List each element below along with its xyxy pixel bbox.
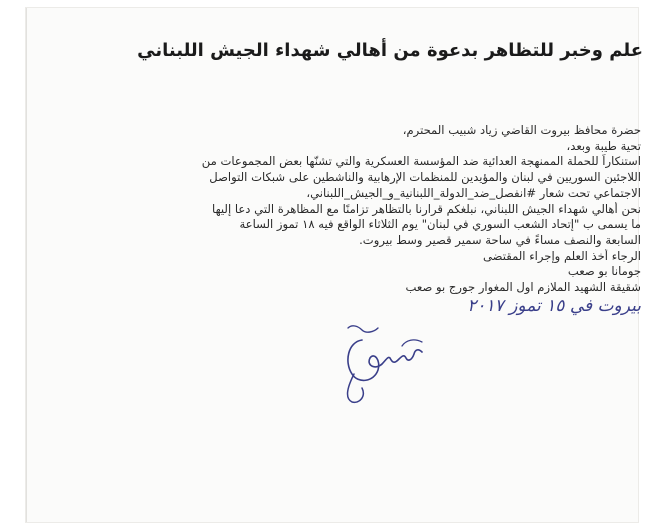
body-line: ما يسمى ب "إتحاد الشعب السوري في لبنان" يوم الثلاثاء الواقع فيه ١٨ تموز الساعة <box>239 217 641 232</box>
request-line: الرجاء أخذ العلم وإجراء المقتضى <box>482 248 641 263</box>
handwritten-signature <box>318 318 428 408</box>
greeting-line: تحية طيبة وبعد، <box>566 138 641 153</box>
letter-body <box>51 123 641 296</box>
body-line: الاجتماعي تحت شعار #انفصل_ضد_الدولة_اللبنانية_و_الجيش_اللبناني، <box>306 185 641 200</box>
body-line: السابعة والنصف مساءً في ساحة سمير قصير وسط بيروت. <box>359 232 641 247</box>
body-line: اللاجئين السوريين في لبنان والمؤيدين للمنظمات الإرهابية والناشطين على شبكات التواصل <box>209 170 641 185</box>
paper-edge <box>26 8 27 522</box>
salutation-line: حضرة محافظ بيروت القاضي زياد شبيب المحترم، <box>402 123 641 137</box>
document-title: علم وخبر للتظاهر بدعوة من أهالي شهداء الجيش اللبناني <box>137 40 643 61</box>
sender-title: شقيقة الشهيد الملازم اول المغوار جورج بو صعب <box>405 280 641 295</box>
body-line: نحن أهالي شهداء الجيش اللبناني، نبلغكم قرارنا بالتظاهر تزامنًا مع المظاهرة التي دعا إليها <box>212 201 641 216</box>
sender-name: جومانا بو صعب <box>567 264 641 279</box>
handwritten-date: بيروت في ١٥ تموز ٢٠١٧ <box>467 296 641 316</box>
body-line: استنكاراً للحملة الممنهجة العدائية ضد المؤسسة العسكرية والتي تشنّها بعض المجموعات من <box>201 154 641 169</box>
